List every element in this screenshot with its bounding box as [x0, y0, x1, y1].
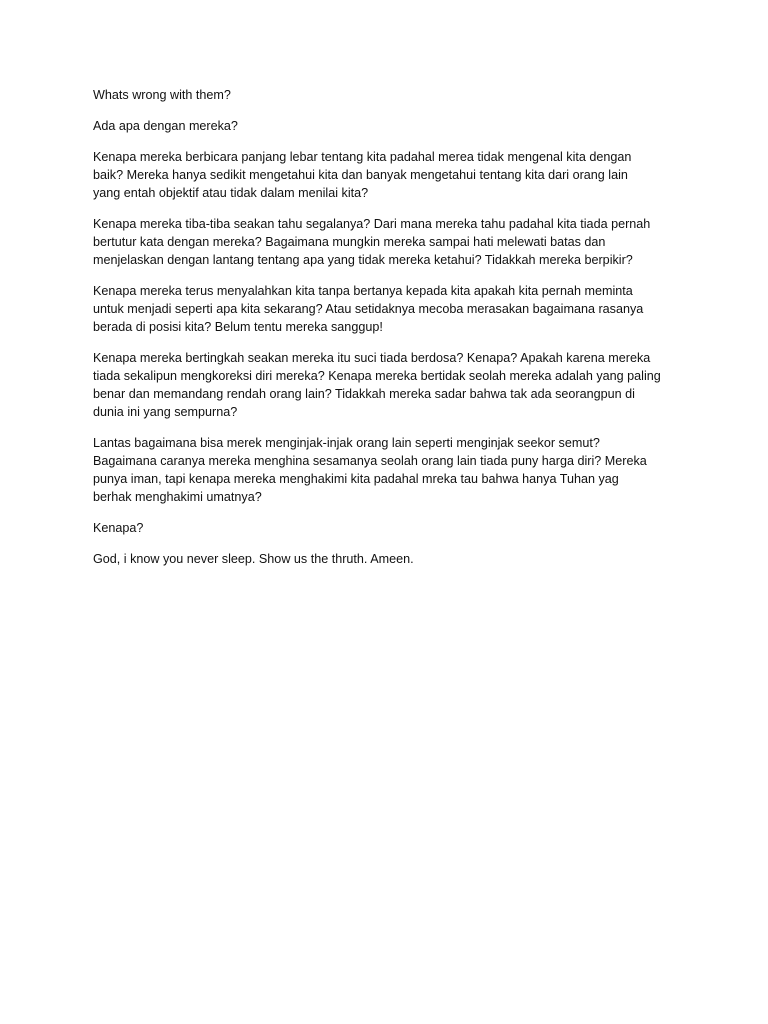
text-line: Lantas bagaimana bisa merek menginjak-injak orang lain seperti menginjak seekor semut? [93, 436, 600, 450]
text-line: berada di posisi kita? Belum tentu mereka sanggup! [93, 320, 383, 334]
text-line: Kenapa mereka tiba-tiba seakan tahu segalanya? Dari mana mereka tahu padahal kita tiada pernah [93, 217, 651, 231]
text-line: Kenapa? [93, 521, 144, 535]
text-line: punya iman, tapi kenapa mereka menghakimi kita padahal mreka tau bahwa hanya Tuhan yag [93, 472, 619, 486]
text-line: dunia ini yang sempurna? [93, 405, 238, 419]
text-line: God, i know you never sleep. Show us the thruth. Ameen. [93, 552, 414, 566]
paragraph-4 [93, 215, 683, 269]
text-line: Kenapa mereka terus menyalahkan kita tanpa bertanya kepada kita apakah kita pernah meminta [93, 284, 633, 298]
text-line: bertutur kata dengan mereka? Bagaimana mungkin mereka sampai hati melewati batas dan [93, 235, 606, 249]
paragraph-8 [93, 519, 683, 537]
document-body [93, 86, 683, 581]
text-line: untuk menjadi seperti apa kita sekarang? Atau setidaknya mecoba merasakan bagaimana rasanya [93, 302, 644, 316]
text-line: Ada apa dengan mereka? [93, 119, 238, 133]
paragraph-3 [93, 148, 683, 202]
text-line: Kenapa mereka berbicara panjang lebar tentang kita padahal merea tidak mengenal kita dengan [93, 150, 632, 164]
paragraph-1 [93, 86, 683, 104]
text-line: Bagaimana caranya mereka menghina sesamanya seolah orang lain tiada puny harga diri? Mereka [93, 454, 647, 468]
text-line: tiada sekalipun mengkoreksi diri mereka? Kenapa mereka bertidak seolah mereka adalah yang paling [93, 369, 661, 383]
paragraph-5 [93, 282, 683, 336]
paragraph-7 [93, 434, 683, 506]
text-line: benar dan memandang rendah orang lain? Tidakkah mereka sadar bahwa tak ada seorangpun di [93, 387, 635, 401]
text-line: berhak menghakimi umatnya? [93, 490, 262, 504]
paragraph-2 [93, 117, 683, 135]
text-line: Whats wrong with them? [93, 88, 231, 102]
text-line: Kenapa mereka bertingkah seakan mereka itu suci tiada berdosa? Kenapa? Apakah karena mereka [93, 351, 651, 365]
paragraph-9 [93, 550, 683, 568]
text-line: baik? Mereka hanya sedikit mengetahui kita dan banyak mengetahui tentang kita dari orang lain [93, 168, 628, 182]
text-line: yang entah objektif atau tidak dalam menilai kita? [93, 186, 369, 200]
paragraph-6 [93, 349, 683, 421]
text-line: menjelaskan dengan lantang tentang apa yang tidak mereka ketahui? Tidakkah mereka berpikir? [93, 253, 633, 267]
